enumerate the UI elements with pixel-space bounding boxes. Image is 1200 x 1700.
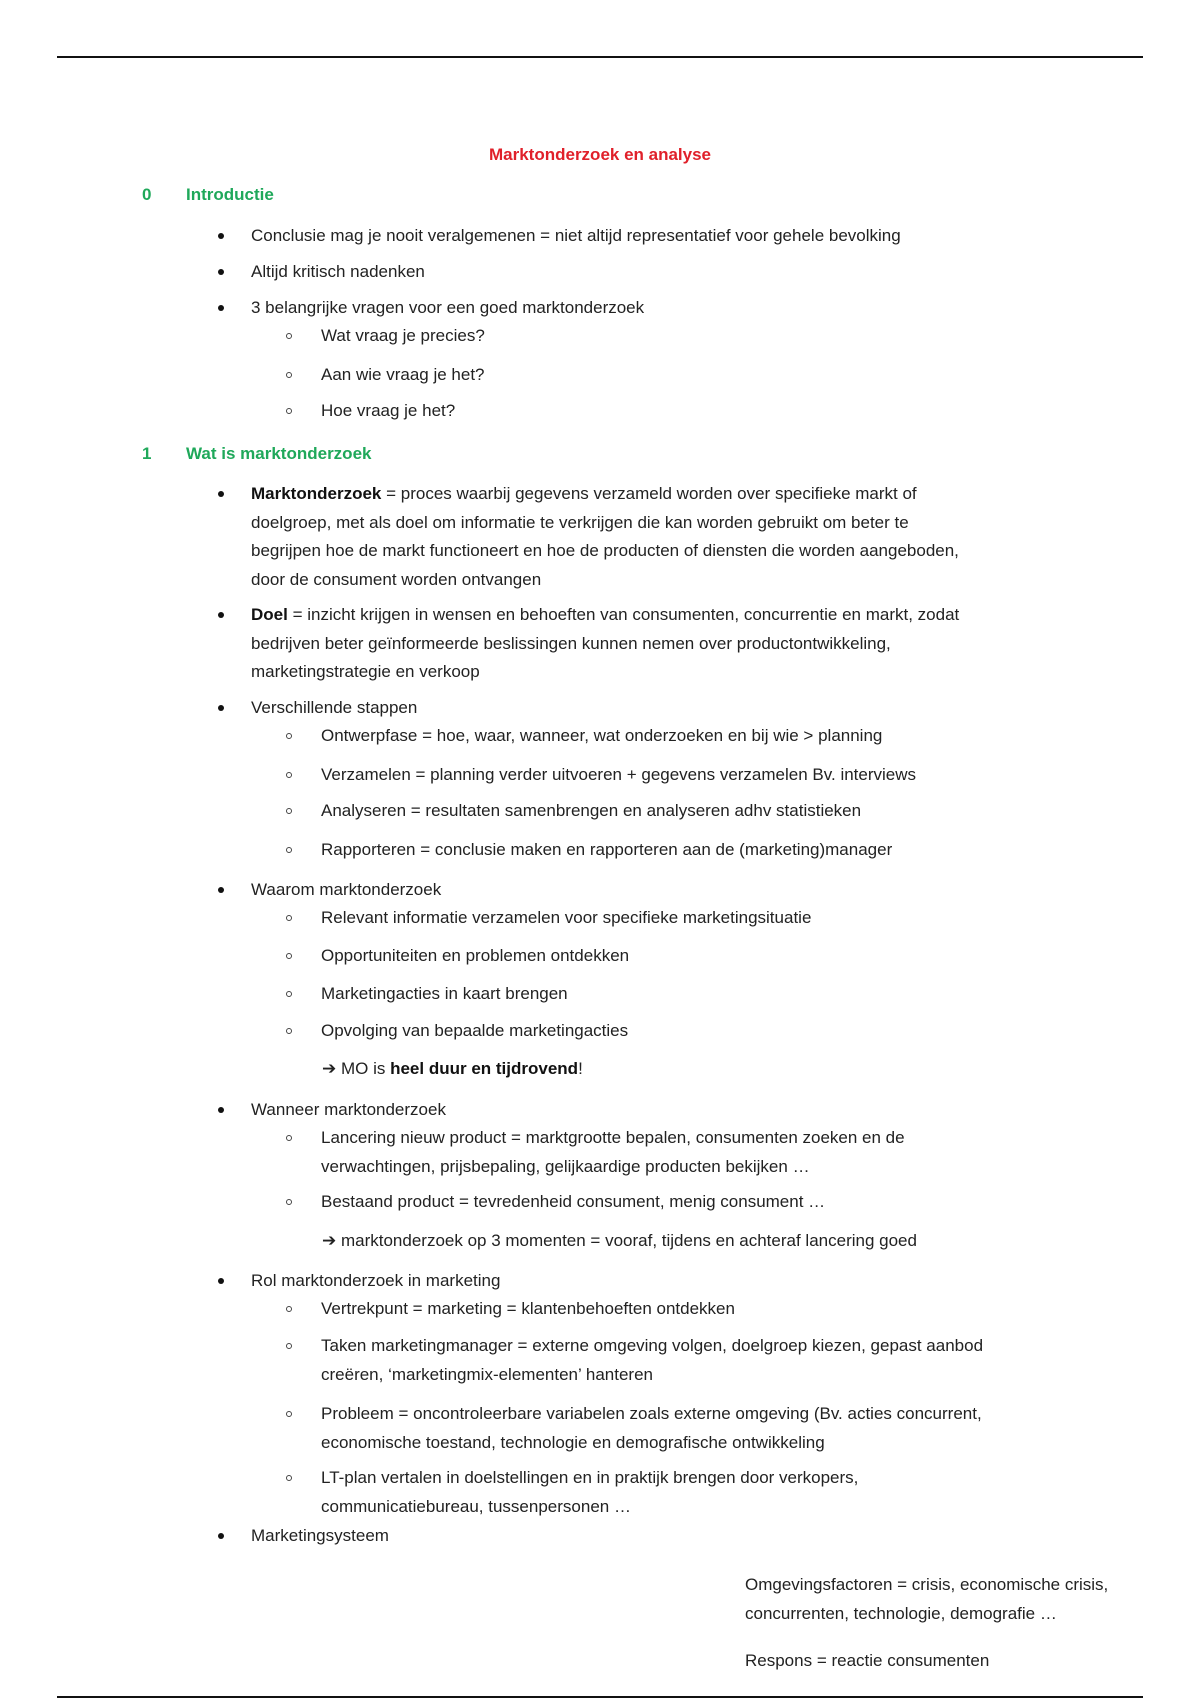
circle-bullet-icon [286, 372, 292, 378]
sub-list-item: Lancering nieuw product = marktgrootte bepalen, consumenten zoeken en de verwachtingen, prijsbepaling, gelijkaardige producten bekijken … [321, 1124, 1081, 1181]
sub-list-item: Probleem = oncontroleerbare variabelen zoals externe omgeving (Bv. acties concurrent, economische toestand, technologie en demografische ontwikkeling [321, 1400, 1081, 1457]
section-number: 1 [142, 444, 152, 463]
environment-factors-text: Omgevingsfactoren = crisis, economische crisis, concurrenten, technologie, demografie … [745, 1575, 1109, 1623]
sub-list-item: Opportuniteiten en problemen ontdekken [321, 942, 1081, 971]
sub-list-item: Ontwerpfase = hoe, waar, wanneer, wat onderzoeken en bij wie > planning [321, 722, 1081, 751]
why-note: ➔ MO is heel duur en tijdrovend! [322, 1059, 583, 1078]
circle-bullet-icon [286, 408, 292, 414]
footer-rule [57, 1696, 1143, 1698]
circle-bullet-icon [286, 847, 292, 853]
circle-bullet-icon [286, 1411, 292, 1417]
header-rule [57, 56, 1143, 58]
list-item: Altijd kritisch nadenken [251, 258, 1051, 287]
circle-bullet-icon [286, 953, 292, 959]
document-title: Marktonderzoek en analyse [488, 145, 712, 164]
when-note: ➔ marktonderzoek op 3 momenten = vooraf, tijdens en achteraf lancering goed [322, 1231, 917, 1250]
circle-bullet-icon [286, 915, 292, 921]
list-item: Conclusie mag je nooit veralgemenen = niet altijd representatief voor gehele bevolking [251, 222, 1051, 251]
sub-list-item: Rapporteren = conclusie maken en rapporteren aan de (marketing)manager [321, 836, 1081, 865]
section-number: 0 [142, 185, 152, 204]
circle-bullet-icon [286, 991, 292, 997]
role-item: Rol marktonderzoek in marketing [251, 1267, 1051, 1296]
sub-list-item: LT-plan vertalen in doelstellingen en in praktijk brengen door verkopers, communicatiebureau, tussenpersonen … [321, 1464, 1081, 1521]
goal-item: Doel = inzicht krijgen in wensen en behoeften van consumenten, concurrentie en markt, zodat bedrijven beter geïnformeerde beslissingen kunnen nemen over productontwikkeling, marketingstrategie en verkoop [251, 601, 1051, 687]
sub-list-item: Bestaand product = tevredenheid consument, menig consument … [321, 1188, 1081, 1217]
sub-list-item: Wat vraag je precies? [321, 322, 1081, 351]
section-heading-introductie [142, 185, 274, 205]
sub-list-item: Hoe vraag je het? [321, 397, 1081, 426]
section-heading-wat-is-marktonderzoek [142, 444, 371, 464]
circle-bullet-icon [286, 1343, 292, 1349]
circle-bullet-icon [286, 333, 292, 339]
circle-bullet-icon [286, 772, 292, 778]
arrow-right-icon: ➔ [322, 1059, 337, 1078]
circle-bullet-icon [286, 808, 292, 814]
circle-bullet-icon [286, 1475, 292, 1481]
sub-list-item: Analyseren = resultaten samenbrengen en analyseren adhv statistieken [321, 797, 1081, 826]
sub-list-item: Marketingacties in kaart brengen [321, 980, 1081, 1009]
sub-list-item: Vertrekpunt = marketing = klantenbehoeften ontdekken [321, 1295, 1081, 1324]
sub-list-item: Aan wie vraag je het? [321, 361, 1081, 390]
list-item: 3 belangrijke vragen voor een goed marktonderzoek [251, 294, 1051, 323]
circle-bullet-icon [286, 733, 292, 739]
system-item: Marketingsysteem [251, 1522, 1051, 1551]
steps-item: Verschillende stappen [251, 694, 1051, 723]
when-item: Wanneer marktonderzoek [251, 1096, 1051, 1125]
sub-list-item: Opvolging van bepaalde marketingacties [321, 1017, 1081, 1046]
sub-list-item: Taken marketingmanager = externe omgeving volgen, doelgroep kiezen, gepast aanbod creëren, ‘marketingmix-elementen’ hanteren [321, 1332, 1081, 1389]
circle-bullet-icon [286, 1028, 292, 1034]
arrow-right-icon: ➔ [322, 1231, 337, 1250]
circle-bullet-icon [286, 1199, 292, 1205]
sub-list-item: Relevant informatie verzamelen voor specifieke marketingsituatie [321, 904, 1081, 933]
response-text: Respons = reactie consumenten [745, 1651, 990, 1670]
sub-list-item: Verzamelen = planning verder uitvoeren + gegevens verzamelen Bv. interviews [321, 761, 1081, 790]
section-title: Introductie [186, 185, 274, 204]
circle-bullet-icon [286, 1135, 292, 1141]
section-title: Wat is marktonderzoek [186, 444, 372, 463]
definition-item: Marktonderzoek = proces waarbij gegevens verzameld worden over specifieke markt of doelgroep, met als doel om informatie te verkrijgen die kan worden gebruikt om beter te begrijpen hoe de markt functioneert en hoe de producten of diensten die worden aangeboden, door de consument worden ontvangen [251, 480, 1051, 594]
circle-bullet-icon [286, 1306, 292, 1312]
why-item: Waarom marktonderzoek [251, 876, 1051, 905]
